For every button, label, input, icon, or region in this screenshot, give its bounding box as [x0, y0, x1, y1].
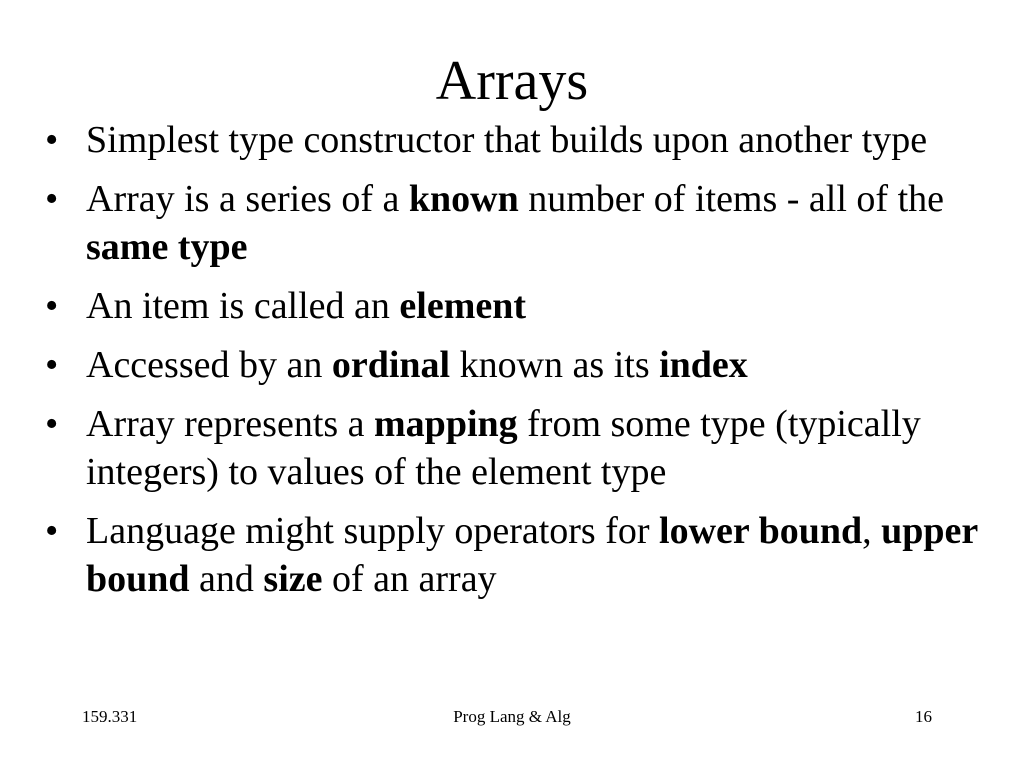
bullet-item	[38, 282, 983, 330]
bullet-item	[38, 175, 983, 271]
bullet-keyword: ordinal	[331, 344, 451, 386]
bullet-text: of an array	[322, 558, 497, 600]
bullet-text: ,	[862, 510, 882, 552]
bullet-keyword: upper bound	[86, 510, 978, 600]
bullet-text: Array represents a	[86, 403, 375, 445]
bullet-item	[38, 116, 983, 164]
bullet-item	[38, 400, 983, 496]
bullet-text: Language might supply operators for	[86, 510, 660, 552]
bullet-list	[38, 116, 983, 614]
bullet-marker: •	[45, 510, 59, 552]
bullet-keyword: index	[659, 344, 748, 386]
bullet-keyword: known	[408, 178, 519, 220]
footer-page-number: 16	[915, 707, 932, 726]
bullet-keyword: lower bound	[659, 510, 863, 552]
bullet-text: from some type (typically integers) to values of the element type	[86, 403, 921, 493]
bullet-item	[38, 507, 983, 603]
footer-course-name: Prog Lang & Alg	[453, 707, 571, 726]
bullet-keyword: mapping	[374, 403, 518, 445]
bullet-keyword: element	[399, 285, 527, 327]
bullet-keyword: same type	[86, 226, 248, 268]
footer-course-code: 159.331	[82, 707, 138, 726]
bullet-marker: •	[45, 285, 59, 327]
bullet-text: known as its	[450, 344, 660, 386]
bullet-text: number of items - all of the	[518, 178, 944, 220]
bullet-marker: •	[45, 119, 59, 161]
bullet-text: Array is a series of a	[86, 178, 409, 220]
bullet-text: and	[189, 558, 264, 600]
bullet-item	[38, 341, 983, 389]
slide-title: Arrays	[435, 50, 589, 112]
bullet-text: Accessed by an	[86, 344, 332, 386]
bullet-marker: •	[45, 178, 59, 220]
bullet-marker: •	[45, 344, 59, 386]
bullet-text: Simplest type constructor that builds upon another type	[86, 119, 928, 161]
bullet-marker: •	[45, 403, 59, 445]
bullet-text: An item is called an	[86, 285, 400, 327]
bullet-keyword: size	[263, 558, 323, 600]
